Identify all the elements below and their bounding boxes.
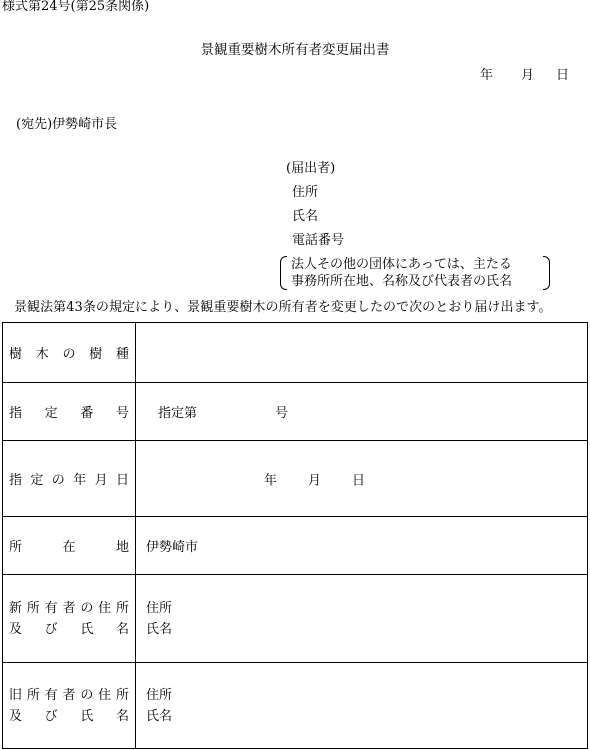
table-row: [3, 517, 588, 575]
designation-date-label-text: 指 定 の 年 月 日: [9, 473, 129, 488]
designation-number-label: [3, 383, 136, 441]
designation-date-label: [3, 441, 136, 517]
designation-month: 月: [308, 473, 322, 488]
notifier-label: (届出者): [286, 161, 336, 176]
submission-date: [480, 69, 569, 82]
table-row: [3, 383, 588, 441]
designation-number-prefix: 指定第: [158, 406, 198, 421]
corporation-note: [280, 255, 550, 289]
new-owner-label-line1: 新 所 有 者 の 住 所: [9, 600, 129, 616]
new-owner-label-line2: 及 び 氏 名: [9, 621, 129, 637]
notifier-name-label: 氏名: [292, 209, 319, 224]
corporation-note-line2: 事務所所在地、名称及び代表者の氏名: [291, 274, 513, 289]
new-owner-label: [3, 575, 136, 663]
addressee: (宛先)伊勢崎市長: [16, 117, 118, 132]
location-value: 伊勢崎市: [146, 540, 199, 555]
tree-species-label: [3, 323, 136, 383]
table-row: [3, 323, 588, 383]
left-bracket: [280, 256, 287, 290]
statement: 景観法第43条の規定により、景観重要樹木の所有者を変更したので次のとおり届け出ます。: [14, 300, 552, 315]
designation-number-suffix: 号: [275, 406, 289, 421]
designation-date-field[interactable]: [136, 441, 588, 517]
table-row: [3, 441, 588, 517]
new-owner-address-label: 住所: [146, 600, 173, 616]
date-year: 年: [480, 68, 494, 83]
corporation-note-line1: 法人その他の団体にあっては、主たる: [291, 257, 512, 272]
form-number: 様式第24号(第25条関係): [2, 0, 150, 14]
new-owner-field[interactable]: [136, 575, 588, 663]
designation-number-label-text: 指 定 番 号: [9, 406, 129, 421]
tree-species-field[interactable]: [136, 323, 588, 383]
designation-year: 年: [264, 473, 278, 488]
designation-day: 日: [352, 473, 366, 488]
notification-table: [2, 322, 588, 749]
date-month: 月: [521, 68, 535, 83]
old-owner-label-line2: 及 び 氏 名: [9, 708, 129, 724]
document-title: 景観重要樹木所有者変更届出書: [200, 42, 390, 58]
table-row: [3, 663, 588, 749]
old-owner-name-label: 氏名: [146, 708, 173, 724]
tree-species-label-text: 樹 木 の 樹 種: [9, 347, 129, 362]
right-bracket: [543, 256, 550, 290]
designation-number-field[interactable]: [136, 383, 588, 441]
old-owner-address-label: 住所: [146, 687, 173, 703]
location-field[interactable]: [136, 517, 588, 575]
new-owner-name-label: 氏名: [146, 621, 173, 637]
location-label: [3, 517, 136, 575]
old-owner-field[interactable]: [136, 663, 588, 749]
old-owner-label-line1: 旧 所 有 者 の 住 所: [9, 687, 129, 703]
notifier-phone-label: 電話番号: [292, 233, 345, 248]
table-row: [3, 575, 588, 663]
old-owner-label: [3, 663, 136, 749]
date-day: 日: [556, 68, 570, 83]
notifier-address-label: 住所: [292, 185, 319, 200]
location-label-text: 所 在 地: [9, 540, 129, 555]
